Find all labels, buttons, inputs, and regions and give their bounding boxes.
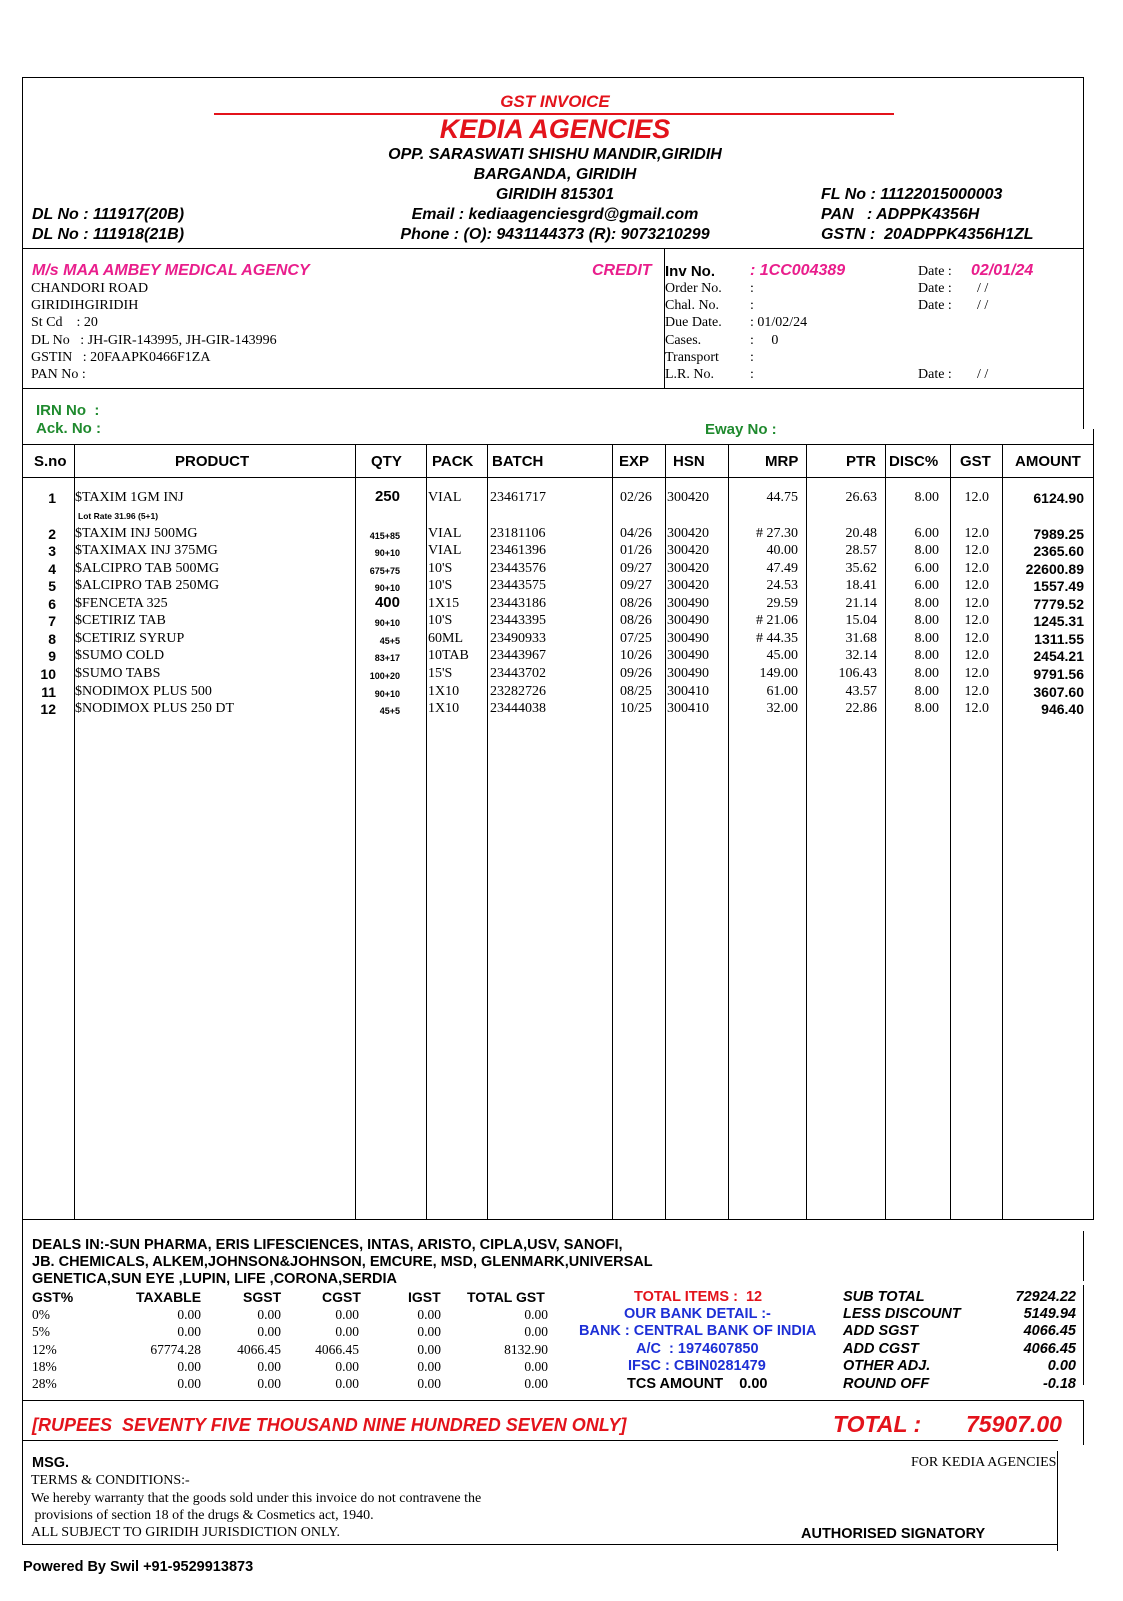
cell-exp: 04/26 [620,526,652,541]
cell-batch: 23444038 [490,701,546,716]
cell-disc: 8.00 [914,613,939,628]
table-row [0,666,1100,684]
msg-label: MSG. [32,1455,70,1471]
cell-disc: 8.00 [914,596,939,611]
gst-rate-cell: 5% [32,1324,50,1339]
cell-gst: 12.0 [964,596,989,611]
gst-igst-cell: 0.00 [417,1359,441,1374]
due-date-label: Due Date. [665,315,722,330]
cell-amount: 3607.60 [1033,684,1084,700]
cases-value: : 0 [750,333,779,348]
gst-taxable-cell: 0.00 [177,1324,201,1339]
gst-igst-cell: 0.00 [417,1307,441,1322]
cell-sno: 5 [48,578,56,594]
col-qty: QTY [371,453,402,470]
cell-hsn: 300490 [667,648,709,663]
cell-disc: 6.00 [914,578,939,593]
total-label: LESS DISCOUNT [843,1306,961,1322]
total-value: 0.00 [1047,1358,1076,1374]
cell-gst: 12.0 [964,613,989,628]
col-exp: EXP [619,453,650,470]
chal-date-value: / / [977,298,989,313]
cell-hsn: 300490 [667,596,709,611]
company-name: KEDIA AGENCIES [439,114,671,144]
cell-amount: 9791.56 [1033,666,1084,682]
cell-exp: 02/26 [620,490,652,505]
lr-no-value: : [750,367,754,382]
gst-cgst-cell: 0.00 [335,1376,359,1391]
col-pack: PACK [432,453,474,470]
cell-sno: 1 [48,490,56,506]
terms-line-3: ALL SUBJECT TO GIRIDIH JURISDICTION ONLY. [31,1525,340,1540]
cell-hsn: 300420 [667,526,709,541]
gst-cgst-cell: 0.00 [335,1324,359,1339]
col-gst: GST [960,453,991,470]
cell-disc: 8.00 [914,648,939,663]
cell-batch: 23282726 [490,684,546,699]
cell-hsn: 300410 [667,701,709,716]
gst-total-cell: 0.00 [524,1324,548,1339]
total-value: -0.18 [1042,1376,1076,1392]
gst-col-sgst: SGST [243,1289,282,1305]
cell-mrp: 24.53 [766,578,798,593]
cell-batch: 23490933 [490,631,546,646]
cell-exp: 09/27 [620,561,652,576]
cell-pack: 10'S [428,578,453,593]
gst-igst-cell: 0.00 [417,1342,441,1357]
table-row [0,701,1100,719]
cell-batch: 23461396 [490,543,546,558]
cell-qty: 415+85 [369,531,400,541]
cell-product: $FENCETA 325 [75,596,168,611]
gst-col-rate: GST% [32,1289,74,1305]
cases-label: Cases. [665,333,702,348]
gst-col-taxable: TAXABLE [136,1289,202,1305]
deals-line-2: JB. CHEMICALS, ALKEM,JOHNSON&JOHNSON, EMCURE, MSD, GLENMARK,UNIVERSAL [32,1254,653,1270]
cell-exp: 08/25 [620,684,652,699]
gst-total-cell: 0.00 [524,1376,548,1391]
cell-sno: 4 [48,561,56,577]
col-sno: S.no [34,453,67,470]
total-label: OTHER ADJ. [843,1358,931,1374]
total-value: 4066.45 [1023,1323,1076,1339]
table-row [0,648,1100,666]
cell-gst: 12.0 [964,578,989,593]
bank-account: A/C : 1974607850 [636,1341,759,1357]
due-date-value: : 01/02/24 [750,315,808,330]
buyer-state-code: St Cd : 20 [31,315,98,330]
cell-exp: 08/26 [620,613,652,628]
gst-col-total: TOTAL GST [467,1289,545,1305]
cell-qty: 45+5 [379,636,400,646]
cell-hsn: 300420 [667,543,709,558]
cell-product: $TAXIM INJ 500MG [75,526,198,541]
cell-pack: 1X15 [428,596,460,611]
cell-ptr: 28.57 [845,543,877,558]
dl-no-1: DL No : 111917(20B) [32,206,185,223]
cell-batch: 23443967 [490,648,546,663]
cell-amount: 2365.60 [1033,543,1084,559]
cell-qty: 400 [374,594,400,611]
cell-amount: 946.40 [1041,701,1084,717]
cell-ptr: 15.04 [845,613,877,628]
table-row [0,596,1100,614]
cell-gst: 12.0 [964,561,989,576]
cell-sno: 9 [48,648,56,664]
cell-batch: 23443395 [490,613,546,628]
total-label: ROUND OFF [843,1376,930,1392]
col-amount: AMOUNT [1015,453,1081,470]
cell-mrp: 44.75 [766,490,798,505]
inv-date-value: 02/01/24 [971,262,1034,279]
company-phone: Phone : (O): 9431144373 (R): 9073210299 [400,226,710,243]
col-product: PRODUCT [175,453,250,470]
deals-line-3: GENETICA,SUN EYE ,LUPIN, LIFE ,CORONA,SERDIA [32,1271,397,1287]
company-address-2: BARGANDA, GIRIDIH [473,166,637,183]
terms-line-1: We hereby warranty that the goods sold under this invoice do not contravene the [31,1491,482,1506]
cell-batch: 23461717 [490,490,546,505]
gst-cgst-cell: 0.00 [335,1359,359,1374]
cell-hsn: 300420 [667,561,709,576]
table-row [0,578,1100,596]
cell-disc: 8.00 [914,543,939,558]
gst-taxable-cell: 0.00 [177,1359,201,1374]
cell-mrp: 47.49 [766,561,798,576]
gstn-no: GSTN : 20ADPPK4356H1ZL [821,226,1034,243]
cell-sno: 6 [48,596,56,612]
cell-pack: 10'S [428,561,453,576]
cell-pack: 10'S [428,613,453,628]
inv-no-label: Inv No. [665,263,716,280]
bank-title: OUR BANK DETAIL :- [624,1306,771,1322]
cell-ptr: 35.62 [845,561,877,576]
cell-mrp: # 44.35 [756,631,798,646]
table-row [0,543,1100,561]
cell-mrp: # 27.30 [756,526,798,541]
total-items: TOTAL ITEMS : 12 [634,1289,763,1305]
col-batch: BATCH [492,453,544,470]
cell-product: $SUMO COLD [75,648,165,663]
cell-exp: 10/25 [620,701,652,716]
cell-amount: 1245.31 [1033,613,1084,629]
gst-cgst-cell: 0.00 [335,1307,359,1322]
cell-amount: 1557.49 [1033,578,1084,594]
gst-sgst-cell: 4066.45 [237,1342,281,1357]
order-date-label: Date : [918,281,952,296]
buyer-address-1: CHANDORI ROAD [31,281,149,296]
cell-disc: 8.00 [914,490,939,505]
cell-mrp: # 21.06 [756,613,798,628]
cell-hsn: 300490 [667,613,709,628]
buyer-address-2: GIRIDIHGIRIDIH [31,298,139,313]
cell-product: $ALCIPRO TAB 500MG [75,561,220,576]
cell-sno: 3 [48,543,56,559]
order-date-value: / / [977,281,989,296]
dl-no-2: DL No : 111918(21B) [32,226,185,243]
buyer-pan: PAN No : [31,367,86,382]
chal-date-label: Date : [918,298,952,313]
gst-rate-cell: 12% [32,1342,57,1357]
inv-no-value: : 1CC004389 [750,262,846,279]
payment-mode: CREDIT [592,262,652,279]
gst-taxable-cell: 0.00 [177,1307,201,1322]
lot-rate-note: Lot Rate 31.96 (5+1) [78,511,159,521]
cell-qty: 90+10 [374,689,400,699]
col-hsn: HSN [673,453,705,470]
order-no-label: Order No. [665,281,722,296]
cell-exp: 08/26 [620,596,652,611]
cell-amount: 2454.21 [1033,648,1084,664]
gst-rate-cell: 0% [32,1307,50,1322]
inv-date-label: Date : [918,264,952,279]
cell-batch: 23181106 [490,526,546,541]
cell-exp: 07/25 [620,631,652,646]
cell-hsn: 300490 [667,631,709,646]
table-row [0,526,1100,544]
total-label: ADD SGST [843,1323,918,1339]
grand-total-label: TOTAL : [833,1411,922,1437]
terms-line-2: provisions of section 18 of the drugs & Cosmetics act, 1940. [31,1508,374,1523]
gst-igst-cell: 0.00 [417,1324,441,1339]
cell-exp: 09/26 [620,666,652,681]
col-ptr: PTR [846,453,876,470]
buyer-dl: DL No : JH-GIR-143995, JH-GIR-143996 [31,333,277,348]
gst-col-cgst: CGST [322,1289,361,1305]
ack-label: Ack. No : [36,420,102,437]
cell-pack: 1X10 [428,684,460,699]
cell-exp: 09/27 [620,578,652,593]
table-row [0,490,1100,508]
chal-no-label: Chal. No. [665,298,720,313]
gst-sgst-cell: 0.00 [257,1324,281,1339]
cell-pack: 15'S [428,666,453,681]
cell-ptr: 43.57 [845,684,877,699]
cell-gst: 12.0 [964,526,989,541]
buyer-name: M/s MAA AMBEY MEDICAL AGENCY [32,262,310,279]
cell-gst: 12.0 [964,684,989,699]
cell-pack: 60ML [428,631,463,646]
grand-total-value: 75907.00 [966,1411,1062,1437]
cell-amount: 6124.90 [1033,490,1084,506]
cell-amount: 1311.55 [1034,631,1084,647]
cell-sno: 11 [41,684,56,700]
cell-amount: 7989.25 [1033,526,1084,542]
cell-hsn: 300420 [667,490,709,505]
cell-product: $SUMO TABS [75,666,161,681]
table-row [0,631,1100,649]
cell-ptr: 21.14 [845,596,877,611]
cell-amount: 7779.52 [1033,596,1084,612]
cell-sno: 2 [48,526,56,542]
bank-ifsc: IFSC : CBIN0281479 [628,1358,766,1374]
gst-taxable-cell: 0.00 [177,1376,201,1391]
eway-label: Eway No : [705,421,777,438]
gst-rate-cell: 18% [32,1359,57,1374]
lr-date-value: / / [977,367,989,382]
buyer-gstin: GSTIN : 20FAAPK0466F1ZA [31,350,211,365]
cell-ptr: 20.48 [845,526,877,541]
lr-no-label: L.R. No. [665,367,714,382]
tcs-amount: TCS AMOUNT 0.00 [627,1376,768,1392]
cell-gst: 12.0 [964,648,989,663]
total-value: 5149.94 [1023,1306,1076,1322]
cell-batch: 23443576 [490,561,546,576]
cell-ptr: 31.68 [845,631,877,646]
cell-gst: 12.0 [964,701,989,716]
gst-sgst-cell: 0.00 [257,1376,281,1391]
cell-mrp: 149.00 [759,666,798,681]
gst-total-cell: 0.00 [524,1307,548,1322]
company-address-1: OPP. SARASWATI SHISHU MANDIR,GIRIDIH [388,146,722,163]
bank-name: BANK : CENTRAL BANK OF INDIA [579,1323,817,1339]
cell-product: $NODIMOX PLUS 250 DT [75,701,235,716]
transport-label: Transport [665,350,719,365]
cell-disc: 8.00 [914,666,939,681]
cell-mrp: 32.00 [766,701,798,716]
table-row [0,561,1100,579]
authorised-signatory: AUTHORISED SIGNATORY [801,1526,986,1542]
cell-pack: 1X10 [428,701,460,716]
gst-total-cell: 8132.90 [504,1342,548,1357]
cell-hsn: 300490 [667,666,709,681]
table-row [0,613,1100,631]
cell-sno: 8 [48,631,56,647]
cell-exp: 01/26 [620,543,652,558]
cell-pack: VIAL [428,543,462,558]
fl-no: FL No : 11122015000003 [821,186,1003,203]
cell-disc: 8.00 [914,701,939,716]
cell-disc: 6.00 [914,561,939,576]
cell-gst: 12.0 [964,490,989,505]
cell-sno: 7 [48,613,56,629]
company-address-3: GIRIDIH 815301 [495,186,615,203]
deals-line-1: DEALS IN:-SUN PHARMA, ERIS LIFESCIENCES, INTAS, ARISTO, CIPLA,USV, SANOFI, [32,1237,623,1253]
cell-hsn: 300420 [667,578,709,593]
for-company: FOR KEDIA AGENCIES [911,1455,1057,1470]
transport-value: : [750,350,754,365]
gst-taxable-cell: 67774.28 [150,1342,201,1357]
company-email: Email : kediaagenciesgrd@gmail.com [411,206,699,223]
pan-no: PAN : ADPPK4356H [821,206,980,223]
cell-mrp: 61.00 [766,684,798,699]
cell-gst: 12.0 [964,666,989,681]
total-label: SUB TOTAL [843,1289,925,1305]
cell-batch: 23443186 [490,596,546,611]
cell-gst: 12.0 [964,543,989,558]
cell-product: $CETIRIZ SYRUP [75,631,185,646]
cell-product: $CETIRIZ TAB [75,613,166,628]
gst-rate-cell: 28% [32,1376,57,1391]
cell-exp: 10/26 [620,648,652,663]
amount-in-words: [RUPEES SEVENTY FIVE THOUSAND NINE HUNDRED SEVEN ONLY] [32,1415,627,1435]
cell-qty: 90+10 [374,618,400,628]
cell-amount: 22600.89 [1025,561,1084,577]
cell-ptr: 18.41 [845,578,877,593]
cell-pack: VIAL [428,526,462,541]
cell-batch: 23443702 [490,666,546,681]
order-no-value: : [750,281,754,296]
cell-qty: 83+17 [374,653,400,663]
cell-hsn: 300410 [667,684,709,699]
gst-col-igst: IGST [408,1289,441,1305]
cell-mrp: 40.00 [766,543,798,558]
cell-qty: 90+10 [374,548,400,558]
gst-igst-cell: 0.00 [417,1376,441,1391]
cell-product: $NODIMOX PLUS 500 [75,684,212,699]
cell-product: $ALCIPRO TAB 250MG [75,578,220,593]
cell-ptr: 22.86 [845,701,877,716]
cell-qty: 45+5 [379,706,400,716]
cell-disc: 8.00 [914,631,939,646]
cell-mrp: 29.59 [766,596,798,611]
chal-no-value: : [750,298,754,313]
cell-sno: 10 [40,666,56,682]
cell-disc: 6.00 [914,526,939,541]
cell-qty: 100+20 [369,671,400,681]
total-value: 72924.22 [1015,1289,1076,1305]
cell-ptr: 26.63 [845,490,877,505]
doc-title: GST INVOICE [500,92,610,111]
col-disc: DISC% [889,453,939,470]
cell-disc: 8.00 [914,684,939,699]
cell-ptr: 106.43 [838,666,877,681]
col-mrp: MRP [765,453,799,470]
gst-total-cell: 0.00 [524,1359,548,1374]
irn-label: IRN No : [36,402,100,419]
cell-qty: 90+10 [374,583,400,593]
gst-sgst-cell: 0.00 [257,1307,281,1322]
cell-mrp: 45.00 [766,648,798,663]
table-row [0,684,1100,702]
gst-sgst-cell: 0.00 [257,1359,281,1374]
cell-batch: 23443575 [490,578,546,593]
total-label: ADD CGST [843,1341,919,1357]
cell-product: $TAXIM 1GM INJ [75,490,184,505]
total-value: 4066.45 [1023,1341,1076,1357]
cell-product: $TAXIMAX INJ 375MG [75,543,218,558]
cell-gst: 12.0 [964,631,989,646]
cell-pack: VIAL [428,490,462,505]
cell-qty: 675+75 [369,566,400,576]
cell-ptr: 32.14 [845,648,877,663]
cell-pack: 10TAB [428,648,469,663]
powered-by: Powered By Swil +91-9529913873 [23,1559,254,1575]
lr-date-label: Date : [918,367,952,382]
cell-sno: 12 [40,701,56,717]
cell-qty: 250 [374,488,400,505]
gst-cgst-cell: 4066.45 [315,1342,359,1357]
terms-title: TERMS & CONDITIONS:- [31,1473,190,1488]
